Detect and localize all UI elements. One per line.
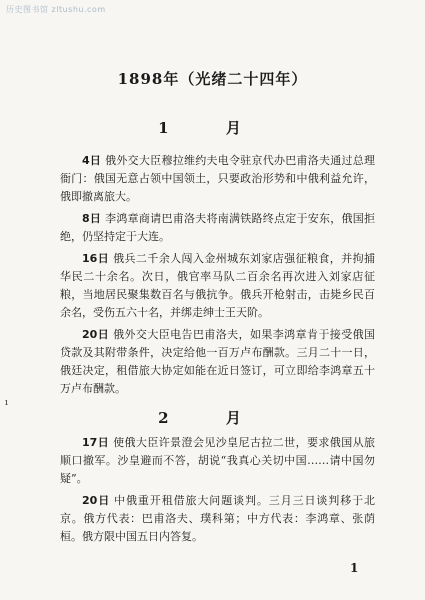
entry-day: 20日 bbox=[82, 494, 111, 507]
site-watermark: 历史图书馆 zltushu.com bbox=[6, 5, 106, 14]
entry bbox=[60, 152, 375, 206]
entry-text: 李鸿章商请巴甫洛夫将南满铁路终点定于安东，俄国拒绝，仍坚持定于大连。 bbox=[60, 212, 376, 243]
entries-january bbox=[60, 152, 375, 402]
entry-day: 17日 bbox=[82, 436, 110, 449]
entry-day: 16日 bbox=[82, 252, 110, 265]
entry-day: 4日 bbox=[82, 154, 102, 167]
entries-february bbox=[60, 434, 375, 550]
margin-mark: ı bbox=[5, 398, 8, 408]
month-heading-january: 1 月 bbox=[158, 119, 267, 137]
entry-text: 俄兵二千余人闯入金州城东刘家店强征粮食，并拘捕华民二十余名。次日，俄官率马队二百余名再次进入刘家店征粮，当地居民聚集数百名与俄抗争。俄兵开枪射击，击毙乡民百余名，受伤五六十名，并绑走绅士王天阶。 bbox=[60, 252, 376, 319]
page-title: 1898年（光绪二十四年） bbox=[117, 70, 308, 88]
entry bbox=[60, 434, 375, 488]
entry-text: 俄外交大臣电告巴甫洛夫，如果李鸿章肯于接受俄国贷款及其附带条件，决定给他一百万卢布酬款。三月二十一日，俄廷决定，租借旅大协定如能在近日签订，可立即给李鸿章五十万卢布酬款。 bbox=[60, 328, 376, 395]
entry-text: 中俄重开租借旅大问题谈判。三月三日谈判移于北京。俄方代表：巴甫洛夫、璞科第；中方代表：李鸿章、张荫桓。俄方限中国五日内答复。 bbox=[60, 494, 375, 543]
entry bbox=[60, 250, 375, 322]
entry-day: 8日 bbox=[82, 212, 102, 225]
entry-text: 俄外交大臣穆拉维约夫电令驻京代办巴甫洛夫通过总理衙门：俄国无意占领中国领土，只要政治形势和中俄利益允许，俄即撤离旅大。 bbox=[60, 154, 376, 203]
entry bbox=[60, 326, 375, 398]
entry bbox=[60, 210, 375, 246]
page-number: 1 bbox=[350, 561, 359, 575]
month-heading-february: 2 月 bbox=[158, 409, 267, 427]
entry bbox=[60, 492, 375, 546]
entry-text: 使俄大臣许景澄会见沙皇尼古拉二世，要求俄国从旅顺口撤军。沙皇避而不答，胡说“我真心关切中国……请中国勿疑”。 bbox=[60, 436, 376, 485]
entry-day: 20日 bbox=[82, 328, 110, 341]
